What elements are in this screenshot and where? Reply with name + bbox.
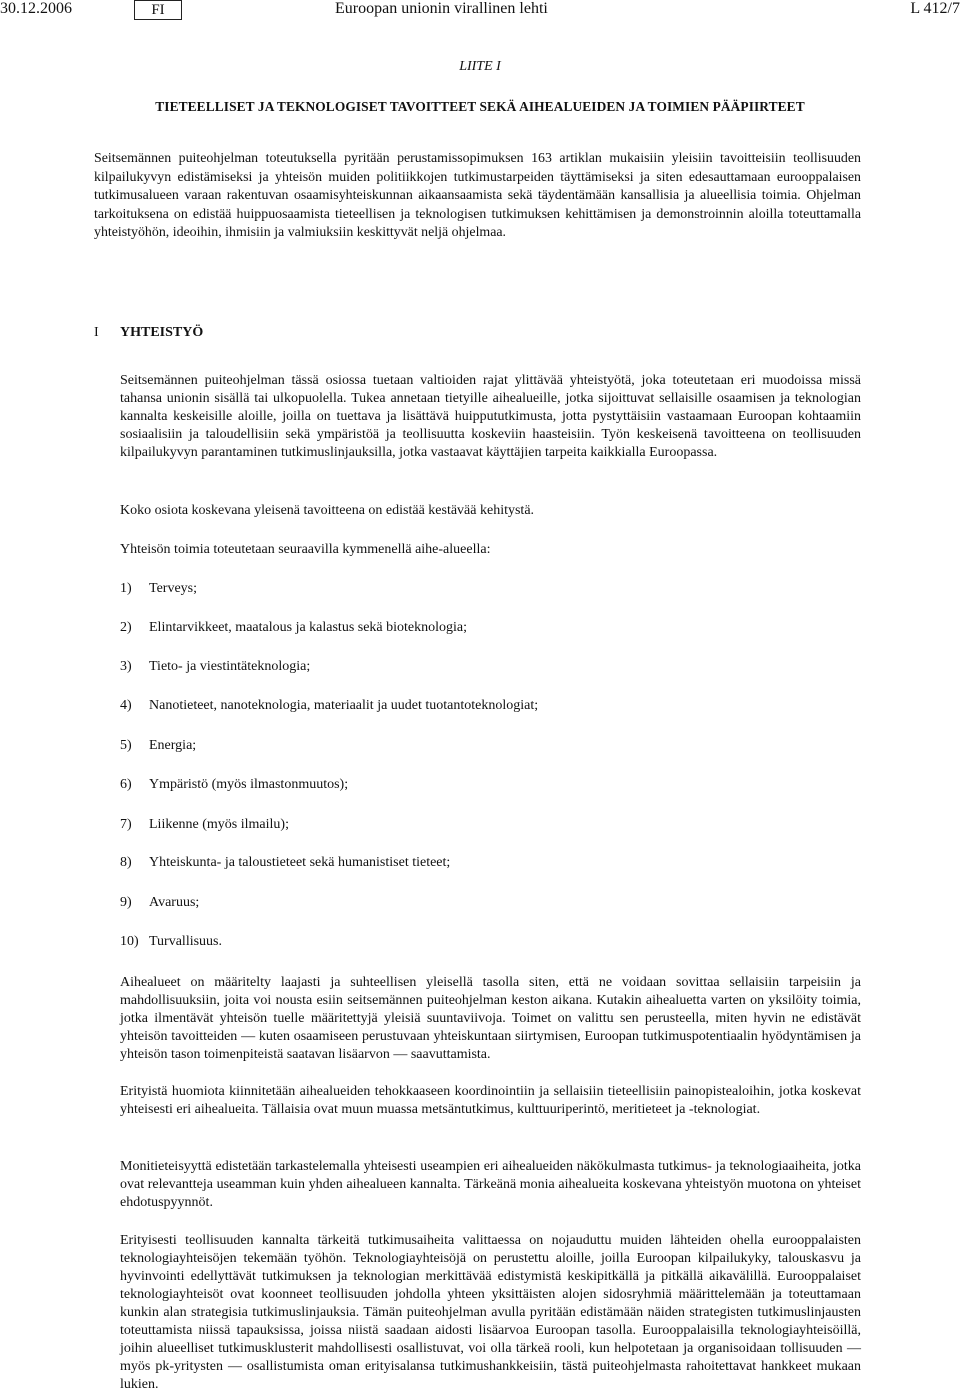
list-item-text: Turvallisuus. xyxy=(149,934,223,949)
section-paragraph-7: Erityisesti teollisuuden kannalta tärkeitä tutkimusaiheita valittaessa on nojauduttu muiden lähteiden ohella eurooppalaisten teknologiayhteisöjen tekemään työhön. Teknologiayhteisöjä on perustettu aloille, joilla Euroopan kilpailukyky, talouskasvu ja hyvinvointi edellyttävät tutkimuksen ja teknologian merkittävää edistymistä keskipitkällä ja pitkällä aikavälillä. Eurooppalaiset teknologiayhteisöt ovat koonneet teollisuuden johdolla yhteen yksittäisten alojen sidosryhmiä määrittelemään ja toteuttamaan kunkin alan strategisia tutkimuslinjauksia. Tämän puiteohjelman avulla pyritään edistämään näiden strategisten tutkimuslinjausten toteuttamista niissä tapauksissa, joissa niistä saadaan aidosti lisäarvoa Euroopan tasolla. Eurooppalaisilla teknologiayhteisöillä, joihin alueelliset tutkimusklusterit mahdollisesti osallistuvat, voi olla tärkeä rooli, kun helpotetaan ja organisoidaan tollisuuden — myös pk-yritysten — osallistumista oman erityisalansa tutkimushankkeisiin, tästä puiteohjelmasta rahoitettavat hankkeet mukaan lukien. xyxy=(120,1233,861,1392)
list-item-number: 2) xyxy=(120,620,132,635)
list-item-number: 1) xyxy=(120,581,132,596)
list-item-text: Terveys; xyxy=(149,581,198,596)
intro-paragraph: Seitsemännen puiteohjelman toteutuksella pyritään perustamissopimuksen 163 artiklan mukaisiin yleisiin tavoitteisiin teollisuuden kilpailukyvyn edistämiseksi ja yhteisön muiden politiikkojen tutkimustarpeiden täyttämiseksi ja siten edesauttamaan eurooppalaisen tutkimusalueen varaan rakentuvan osaamisyhteiskunnan aikaansaamista sekä täydentämään kansallisia ja alueellisia toimia. Ohjelman tarkoituksena on edistää huippuosaamista tieteellisen ja teknologisen tutkimuksen kehittämisen ja demonstroinnin aloilla toteuttamalla yhteistyöhön, ideoihin, ihmisiin ja valmiuksiin keskittyvät neljä ohjelmaa. xyxy=(94,151,861,240)
page-reference: L 412/7 xyxy=(910,0,960,17)
section-title: YHTEISTYÖ xyxy=(120,325,204,340)
list-item-text: Tieto- ja viestintäteknologia; xyxy=(149,659,311,674)
page-title: TIETEELLISET JA TEKNOLOGISET TAVOITTEET SEKÄ AIHEALUEIDEN JA TOIMIEN PÄÄPIIRTEET xyxy=(155,99,805,114)
section-paragraph-2: Koko osiota koskevana yleisenä tavoitteena on edistää kestävää kehitystä. xyxy=(120,503,535,518)
list-item-number: 6) xyxy=(120,777,132,792)
publication-date: 30.12.2006 xyxy=(0,0,72,17)
journal-title: Euroopan unionin virallinen lehti xyxy=(335,0,548,17)
list-item-number: 10) xyxy=(120,934,139,949)
section-number: I xyxy=(94,325,99,340)
list-item-text: Avaruus; xyxy=(149,895,200,910)
list-item-number: 7) xyxy=(120,817,132,832)
language-box: FI xyxy=(134,0,182,20)
list-item-number: 3) xyxy=(120,659,132,674)
list-item-number: 9) xyxy=(120,895,132,910)
list-item-number: 4) xyxy=(120,698,132,713)
section-paragraph-3: Yhteisön toimia toteutetaan seuraavilla kymmenellä aihe-alueella: xyxy=(120,542,491,557)
list-item-number: 8) xyxy=(120,855,132,870)
list-item-text: Ympäristö (myös ilmastonmuutos); xyxy=(149,777,349,792)
list-item-number: 5) xyxy=(120,738,132,753)
list-item-text: Elintarvikkeet, maatalous ja kalastus sekä bioteknologia; xyxy=(149,620,468,635)
section-paragraph-5: Erityistä huomiota kiinnitetään aihealueiden tehokkaaseen koordinointiin ja sellaisiin tieteellisiin painopistealoihin, jotka koskevat yhteisesti eri aihealueita. Tällaisia ovat muun muassa metsäntutkimus, kulttuuriperintö, meritieteet ja -teknologiat. xyxy=(120,1084,861,1117)
section-paragraph-1: Seitsemännen puiteohjelman tässä osiossa tuetaan valtioiden rajat ylittävää yhteistyötä, joka toteutetaan eri muodoissa missä tahansa unionin sisällä tai ulkopuolella. Tukea annetaan tietyille aihealueille, jotka sijoittuvat sellaisille osaamisen ja teknologian kannalta keskeisille aloille, joilla on tuettava ja lisättävä huippututkimusta, jotta pystyttäisiin vastaamaan Euroopan kohtaamiin sosiaalisiin ja taloudellisiin sekä ympäristöä ja teollisuutta koskeviin haasteisiin. Työn keskeisenä tavoitteena on teollisuuden kilpailukyvyn parantaminen tutkimuslinjauksilla, jotka vastaavat käyttäjien tarpeita kaikkialla Euroopassa. xyxy=(120,373,861,460)
list-item-text: Energia; xyxy=(149,738,197,753)
section-paragraph-6: Monitieteisyyttä edistetään tarkastelemalla yhteisesti useampien eri aihealueiden näkökulmasta tutkimus- ja teknologiaaiheita, jotka ovat relevantteja useamman kuin yhden aihealueen kannalta. Tärkeänä monia aihealueita koskevana yhteistyön muotona on yhteiset ehdotuspyynnöt. xyxy=(120,1159,861,1210)
list-item-text: Liikenne (myös ilmailu); xyxy=(149,817,289,832)
page-header xyxy=(0,0,960,22)
section-paragraph-4: Aihealueet on määritelty laajasti ja suhteellisen yleisellä tasolla siten, että ne voidaan sovittaa sellaisiin tarpeisiin ja mahdollisuuksiin, joita voi nousta esiin seitsemännen puiteohjelman keston aikana. Kutakin aihealuetta varten on yksilöity toimia, jotka ilmentävät yhteisön tuelle määritettyjä yleisiä suuntaviivoja. Toimet on valittu sen perusteella, miten hyvin ne edistävät yhteisön tavoitteiden — kuten osaamiseen perustuvaan yhteiskuntaan siirtymisen, Euroopan tutkimuspotentiaalin hyödyntämisen ja yhteisön tason toimenpiteistä saatavan lisäarvon — saavuttamista. xyxy=(120,975,861,1062)
list-item-text: Yhteiskunta- ja taloustieteet sekä humanistiset tieteet; xyxy=(149,855,451,870)
list-item-text: Nanotieteet, nanoteknologia, materiaalit ja uudet tuotantoteknologiat; xyxy=(149,698,539,713)
annex-label: LIITE I xyxy=(459,59,501,74)
